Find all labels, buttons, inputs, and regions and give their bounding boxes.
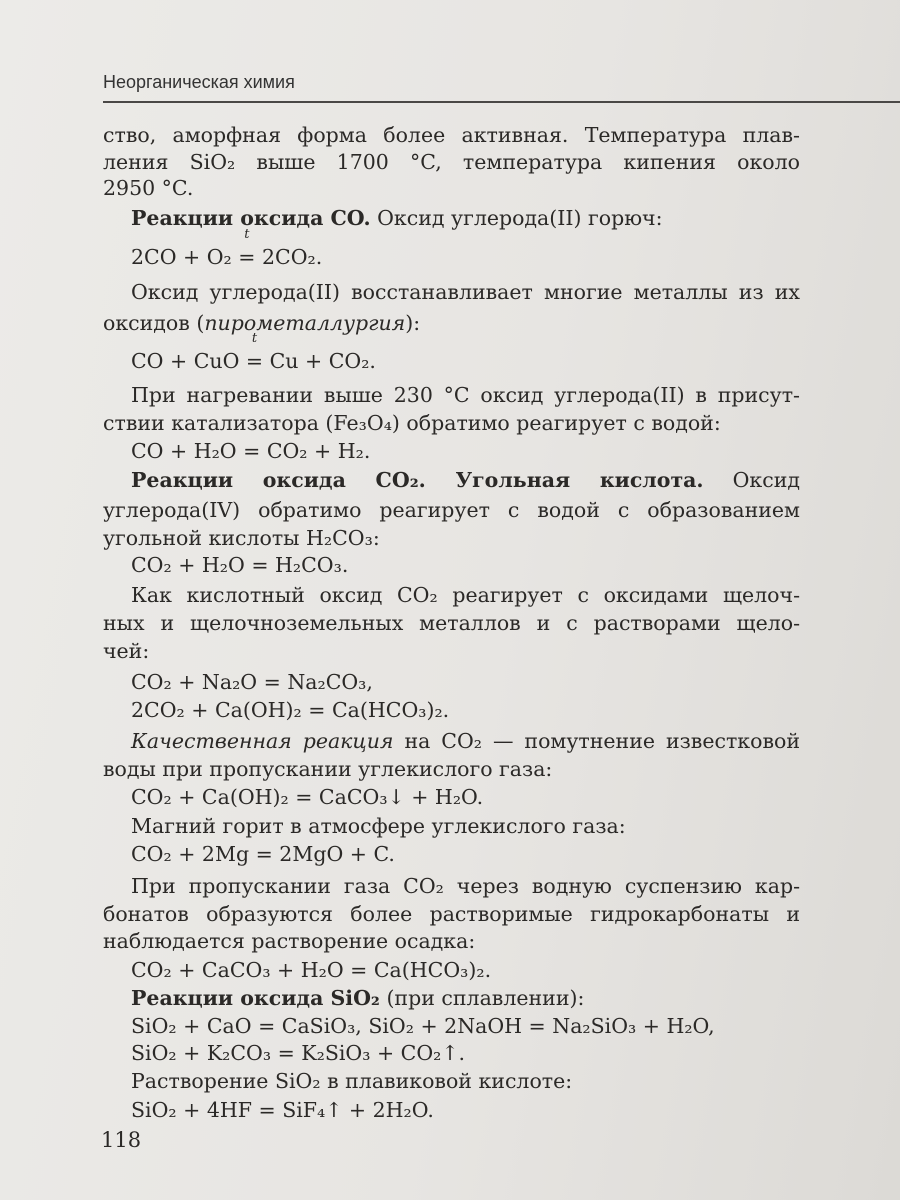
text-line <box>131 1039 465 1067</box>
equals-with-condition <box>245 331 264 375</box>
text-line <box>103 755 552 783</box>
text-segment: SiO₂ + CaO = CaSiO₃, SiO₂ + 2NaOH = Na₂SiO₃ + H₂O, <box>131 1014 715 1038</box>
text-segment: ствии катализатора (Fe₃O₄) обратимо реагирует с водой: <box>103 411 721 435</box>
text-line <box>131 840 395 868</box>
text-segment: воды при пропускании углекислого газа: <box>103 757 553 781</box>
text-segment: ): <box>405 311 421 335</box>
text-segment: CO + H₂O = CO₂ + H₂. <box>131 439 371 463</box>
text-segment: Растворение SiO₂ в плавиковой кислоте: <box>131 1069 573 1093</box>
text-line <box>103 496 800 524</box>
text-line <box>103 900 800 928</box>
text-line <box>131 872 800 900</box>
text-line <box>131 227 323 271</box>
text-line <box>131 551 348 579</box>
bold-heading-text: Реакции оксида CO₂. Угольная кислота. <box>131 468 704 492</box>
text-line <box>131 278 800 306</box>
italic-term: Качественная реакция <box>131 729 394 753</box>
text-segment: 2CO₂. <box>255 245 323 269</box>
header-rule <box>103 101 900 103</box>
text-line <box>103 309 420 337</box>
text-line <box>103 121 800 149</box>
text-segment: ления SiO₂ выше 1700 °C, температура кипения около <box>103 150 800 174</box>
text-segment: угольной кислоты H₂CO₃: <box>103 526 380 550</box>
text-segment: углерода(IV) обратимо реагирует с водой с образованием <box>103 498 800 522</box>
text-segment: Оксид <box>703 468 800 492</box>
text-line <box>131 1096 434 1124</box>
text-segment: Оксид углерода(II) восстанавливает многие металлы из их <box>131 280 800 304</box>
text-segment: ных и щелочноземельных металлов и с растворами щело- <box>103 611 800 635</box>
text-line <box>131 783 483 811</box>
heating-condition-label: t <box>251 331 258 346</box>
text-line <box>131 956 491 984</box>
text-segment: CO₂ + Na₂O = Na₂CO₃, <box>131 670 373 694</box>
text-segment: 2950 °C. <box>103 176 194 200</box>
text-segment: CO₂ + CaCO₃ + H₂O = Ca(HCO₃)₂. <box>131 958 492 982</box>
text-line <box>131 1067 572 1095</box>
text-line <box>131 381 800 409</box>
text-line <box>103 637 149 665</box>
text-line <box>131 331 376 375</box>
text-segment: 2CO + O₂ <box>131 245 239 269</box>
text-segment: CO + CuO <box>131 349 246 373</box>
text-segment: чей: <box>103 639 150 663</box>
text-line <box>103 524 380 552</box>
text-line <box>131 984 584 1012</box>
text-segment: При нагревании выше 230 °C оксид углерода(II) в присут- <box>131 383 800 407</box>
text-line <box>103 927 475 955</box>
text-line <box>103 174 193 202</box>
text-segment: Как кислотный оксид CO₂ реагирует с оксидами щелоч- <box>131 583 800 607</box>
equals-sign: = <box>245 349 264 373</box>
text-segment: CO₂ + 2Mg = 2MgO + C. <box>131 842 395 866</box>
text-line <box>131 727 800 755</box>
text-segment: CO₂ + Ca(OH)₂ = CaCO₃↓ + H₂O. <box>131 785 484 809</box>
text-line <box>131 696 449 724</box>
text-segment: CO₂ + H₂O = H₂CO₃. <box>131 553 349 577</box>
text-line <box>131 1012 715 1040</box>
text-segment: SiO₂ + K₂CO₃ = K₂SiO₃ + CO₂↑. <box>131 1041 466 1065</box>
bold-heading-text: Реакции оксида CO. <box>131 206 371 230</box>
text-segment: Магний горит в атмосфере углекислого газа: <box>131 814 626 838</box>
text-segment: наблюдается растворение осадка: <box>103 929 476 953</box>
text-line <box>131 668 373 696</box>
text-segment: на CO₂ — помутнение известковой <box>393 729 801 753</box>
equals-sign: = <box>238 245 256 269</box>
equals-with-condition <box>238 227 256 271</box>
text-line <box>103 409 721 437</box>
running-header: Неорганическая химия <box>103 72 295 92</box>
text-line <box>131 581 800 609</box>
text-line <box>103 148 800 176</box>
bold-heading-text: Реакции оксида SiO₂ <box>131 986 380 1010</box>
italic-term: пирометаллургия <box>204 311 406 335</box>
text-segment: 2CO₂ + Ca(OH)₂ = Ca(HCO₃)₂. <box>131 698 450 722</box>
text-segment: оксидов ( <box>103 311 205 335</box>
text-line <box>131 437 370 465</box>
text-line <box>131 812 626 840</box>
text-segment: бонатов образуются более растворимые гидрокарбонаты и <box>103 902 800 926</box>
text-line <box>131 466 800 494</box>
text-segment: SiO₂ + 4HF = SiF₄↑ + 2H₂O. <box>131 1098 434 1122</box>
heating-condition-label: t <box>244 227 250 242</box>
text-segment: ство, аморфная форма более активная. Температура плав- <box>103 123 800 147</box>
text-segment: (при сплавлении): <box>379 986 585 1010</box>
text-line <box>103 609 800 637</box>
text-segment: Cu + CO₂. <box>263 349 376 373</box>
text-line <box>131 204 663 232</box>
text-segment: Оксид углерода(II) горюч: <box>370 206 663 230</box>
page-number: 118 <box>101 1128 142 1152</box>
text-segment: При пропускании газа CO₂ через водную суспензию кар- <box>131 874 800 898</box>
